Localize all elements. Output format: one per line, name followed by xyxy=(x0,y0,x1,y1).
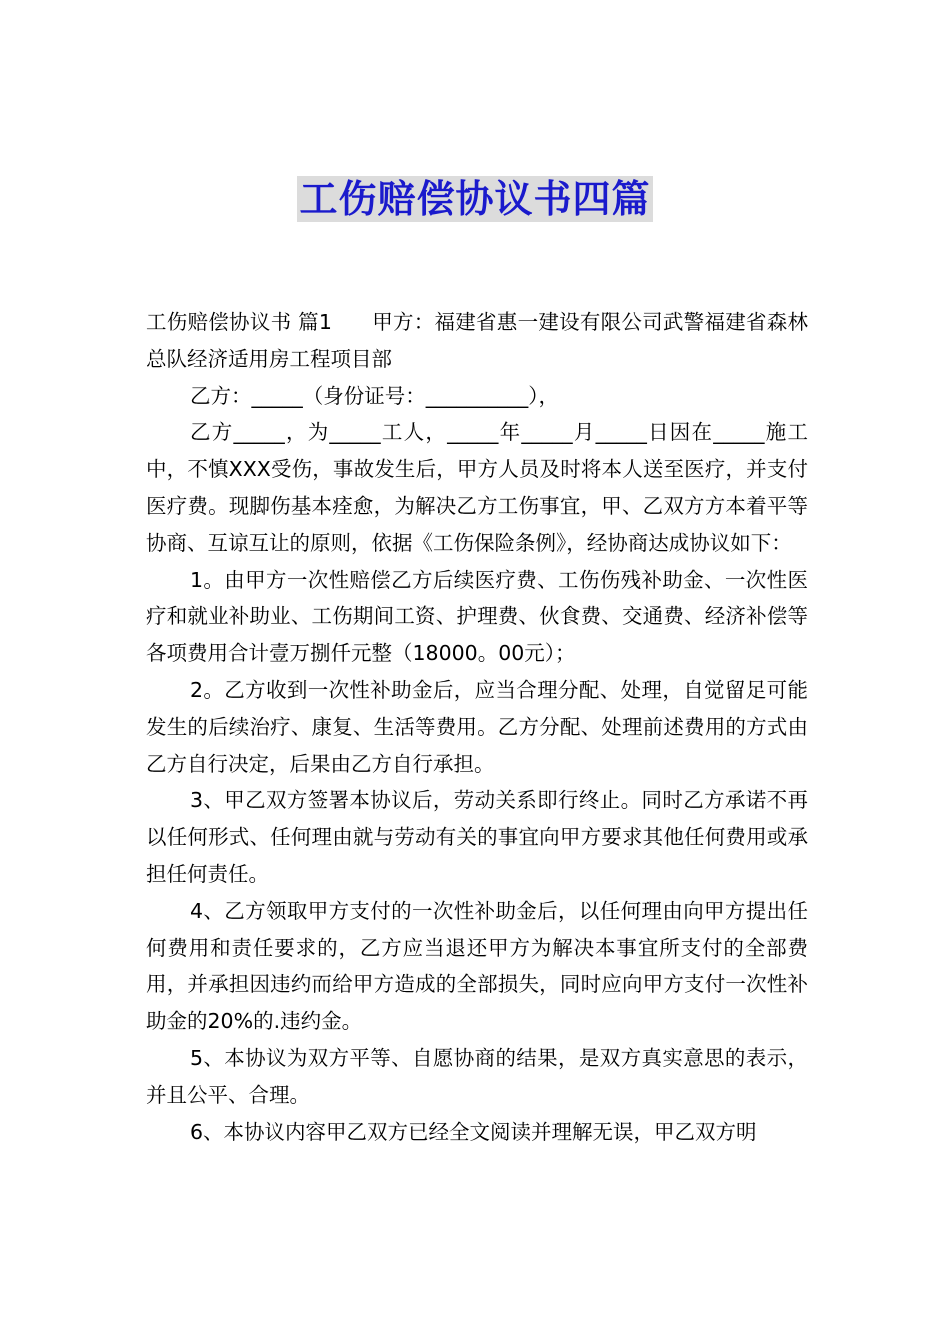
party-a-text: 甲方：福建省惠一建设有限公司武警福建省森林总队经济适用房工程项目部 xyxy=(146,310,809,371)
body-paragraph: 3、甲乙双方签署本协议后，劳动关系即行终止。同时乙方承诺不再以任何形式、任何理由就与劳动有关的事宜向甲方要求其他任何费用或承担任何责任。 xyxy=(146,788,808,886)
body-paragraph: 1。由甲方一次性赔偿乙方后续医疗费、工伤伤残补助金、一次性医疗和就业补助业、工伤期间工资、护理费、伙食费、交通费、经济补偿等各项费用合计壹万捌仟元整（18000。00元）； xyxy=(146,567,808,666)
document-title: 工伤赔偿协议书四篇 xyxy=(299,176,651,221)
intro-label: 工伤赔偿协议书 篇1 xyxy=(146,310,332,334)
title-container xyxy=(0,176,950,222)
body-paragraph: 4、乙方领取甲方支付的一次性补助金后，以任何理由向甲方提出任何费用和责任要求的，乙方应当退还甲方为解决本事宜所支付的全部费用，并承担因违约而给甲方造成的全部损失，同时应向甲方支付一次性补助金的20%的.违约金。 xyxy=(146,898,808,1034)
body-paragraph: 2。乙方收到一次性补助金后，应当合理分配、处理，自觉留足可能发生的后续治疗、康复、生活等费用。乙方分配、处理前述费用的方式由乙方自行决定，后果由乙方自行承担。 xyxy=(146,677,808,776)
document-body xyxy=(146,304,808,1150)
body-paragraph: 6、本协议内容甲乙双方已经全文阅读并理解无误，甲乙双方明 xyxy=(190,1119,757,1144)
body-paragraph: 5、本协议为双方平等、自愿协商的结果，是双方真实意思的表示，并且公平、合理。 xyxy=(146,1045,808,1107)
body-paragraph: 乙方：_____（身份证号：__________）， xyxy=(190,383,559,408)
intro-paragraph xyxy=(146,304,808,378)
body-paragraph: 乙方_____，为_____工人，_____年_____月_____日因在_____施工中，不慎XXX受伤，事故发生后，甲方人员及时将本人送至医疗，并支付医疗费。现脚伤基本痊愈，为解决乙方工伤事宜，甲、乙双方方本着平等协商、互谅互让的原则，依据《工伤保险条例》，经协商达成协议如下： xyxy=(146,420,808,555)
